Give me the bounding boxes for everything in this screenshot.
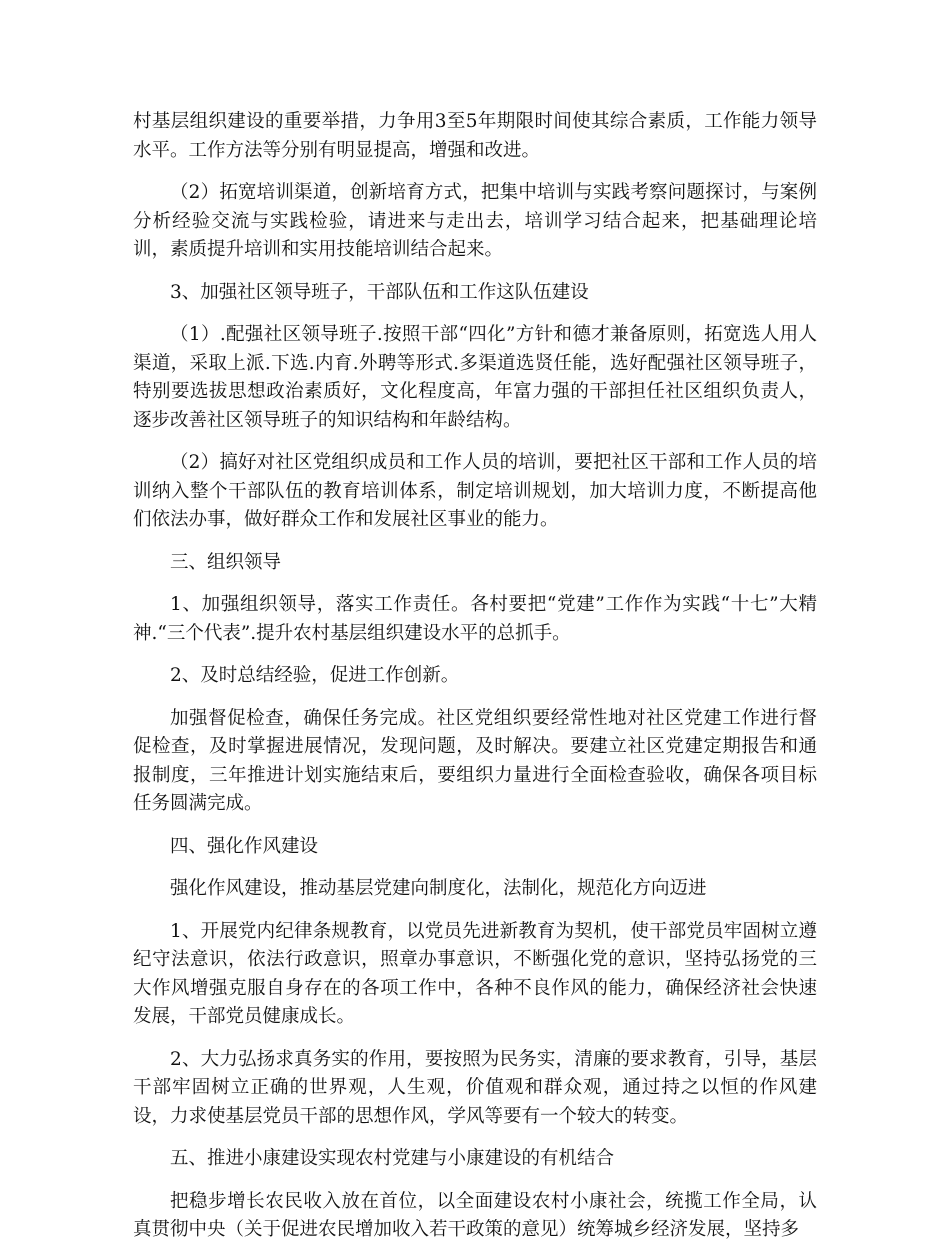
paragraph-training-channels: （2）拓宽培训渠道，创新培育方式，把集中培训与实践考察问题探讨，与案例分析经验交流与实践检验，请进来与走出去，培训学习结合起来，把基础理论培训，素质提升培训和实用技能培训结合起来。	[133, 182, 817, 260]
paragraph-pragmatic-style: 2、大力弘扬求真务实的作用，要按照为民务实，清廉的要求教育，引导，基层干部牢固树立正确的世界观，人生观，价值观和群众观，通过持之以恒的作风建设，力求使基层党员干部的思想作风，学风等要有一个较大的转变。	[133, 1048, 817, 1127]
section-heading-xiaokang: 五、推进小康建设实现农村党建与小康建设的有机结合	[170, 1148, 615, 1169]
section-heading-community-leadership: 3、加强社区领导班子，干部队伍和工作这队伍建设	[170, 281, 589, 303]
paragraph-farmer-income: 把稳步增长农民收入放在首位，以全面建设农村小康社会，统揽工作全局，认真贯彻中央（关于促进农民增加收入若干政策的意见）统筹城乡经济发展，坚持多	[133, 1190, 817, 1240]
paragraph-strengthen-leadership: 1、加强组织领导，落实工作责任。各村要把“党建”工作作为实践“十七”大精神.“三个代表”.提升农村基层组织建设水平的总抓手。	[133, 594, 817, 644]
paragraph-work-style-intro: 强化作风建设，推动基层党建向制度化，法制化，规范化方向迈进	[170, 878, 707, 899]
paragraph-continuation: 村基层组织建设的重要举措，力争用3至5年期限时间使其综合素质，工作能力领导水平。工作方法等分别有明显提高，增强和改进。	[133, 111, 817, 161]
paragraph-discipline-education: 1、开展党内纪律条规教育，以党员先进新教育为契机，使干部党员牢固树立遵纪守法意识，依法行政意识，照章办事意识，不断强化党的意识，坚持弘扬党的三大作风增强克服自身存在的各项工作中，各种不良作风的能力，确保经济社会快速发展，干部党员健康成长。	[133, 920, 817, 1027]
paragraph-staff-training: （2）搞好对社区党组织成员和工作人员的培训，要把社区干部和工作人员的培训纳入整个干部队伍的教育培训体系，制定培训规划，加大培训力度，不断提高他们依法办事，做好群众工作和发展社区事业的能力。	[133, 452, 817, 530]
section-heading-organization-leadership: 三、组织领导	[170, 551, 282, 573]
paragraph-supervision: 加强督促检查，确保任务完成。社区党组织要经常性地对社区党建工作进行督促检查，及时掌握进展情况，发现问题，及时解决。要建立社区党建定期报告和通报制度，三年推进计划实施结束后，要组织力量进行全面检查验收，确保各项目标任务圆满完成。	[133, 707, 817, 814]
paragraph-leadership-team: （1）.配强社区领导班子.按照干部“四化”方针和德才兼备原则，拓宽选人用人渠道，采取上派.下选.内育.外聘等形式.多渠道选贤任能，选好配强社区领导班子，特别要选拔思想政治素质好，文化程度高，年富力强的干部担任社区组织负责人，逐步改善社区领导班子的知识结构和年龄结构。	[133, 324, 817, 431]
section-heading-work-style: 四、强化作风建设	[170, 835, 319, 857]
paragraph-summarize-experience: 2、及时总结经验，促进工作创新。	[170, 665, 460, 686]
